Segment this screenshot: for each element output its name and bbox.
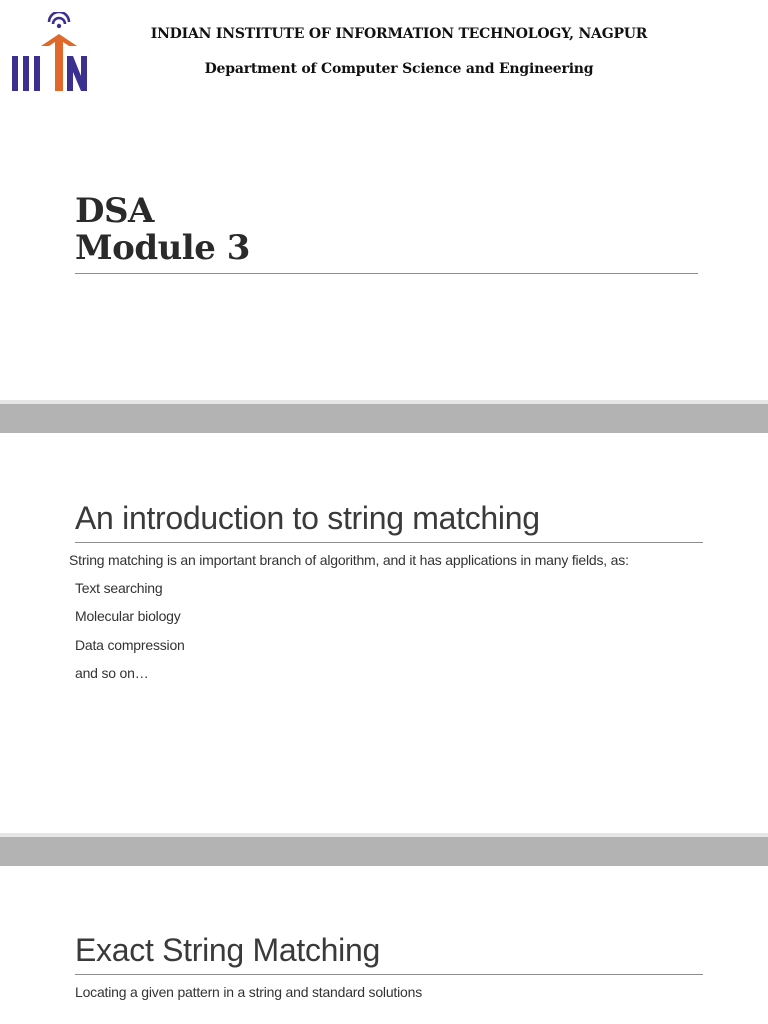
deck-title-line-1: DSA <box>75 191 154 231</box>
list-item: Text searching <box>75 580 163 596</box>
list-item: and so on… <box>75 665 149 681</box>
institute-name: INDIAN INSTITUTE OF INFORMATION TECHNOLOGY, NAGPUR <box>150 26 648 42</box>
deck-title-line-2: Module 3 <box>75 228 250 268</box>
exact-heading: Exact String Matching <box>75 932 380 968</box>
intro-slide <box>0 433 768 833</box>
department-name: Department of Computer Science and Engineering <box>204 61 594 77</box>
slide-divider <box>0 833 768 867</box>
title-underline <box>75 273 698 274</box>
intro-heading: An introduction to string matching <box>75 500 540 536</box>
slide-divider <box>0 400 768 434</box>
list-item: Molecular biology <box>75 608 181 624</box>
exact-matching-slide <box>0 866 768 1024</box>
exact-heading-underline <box>75 974 703 975</box>
intro-lead-text: String matching is an important branch of algorithm, and it has applications in many fields, as: <box>69 552 629 568</box>
list-item: Data compression <box>75 637 185 653</box>
exact-lead-text: Locating a given pattern in a string and standard solutions <box>75 984 422 1000</box>
title-slide <box>0 0 768 400</box>
intro-heading-underline <box>75 542 703 543</box>
iiitn-logo-icon <box>11 12 89 94</box>
deck-title <box>75 193 250 267</box>
